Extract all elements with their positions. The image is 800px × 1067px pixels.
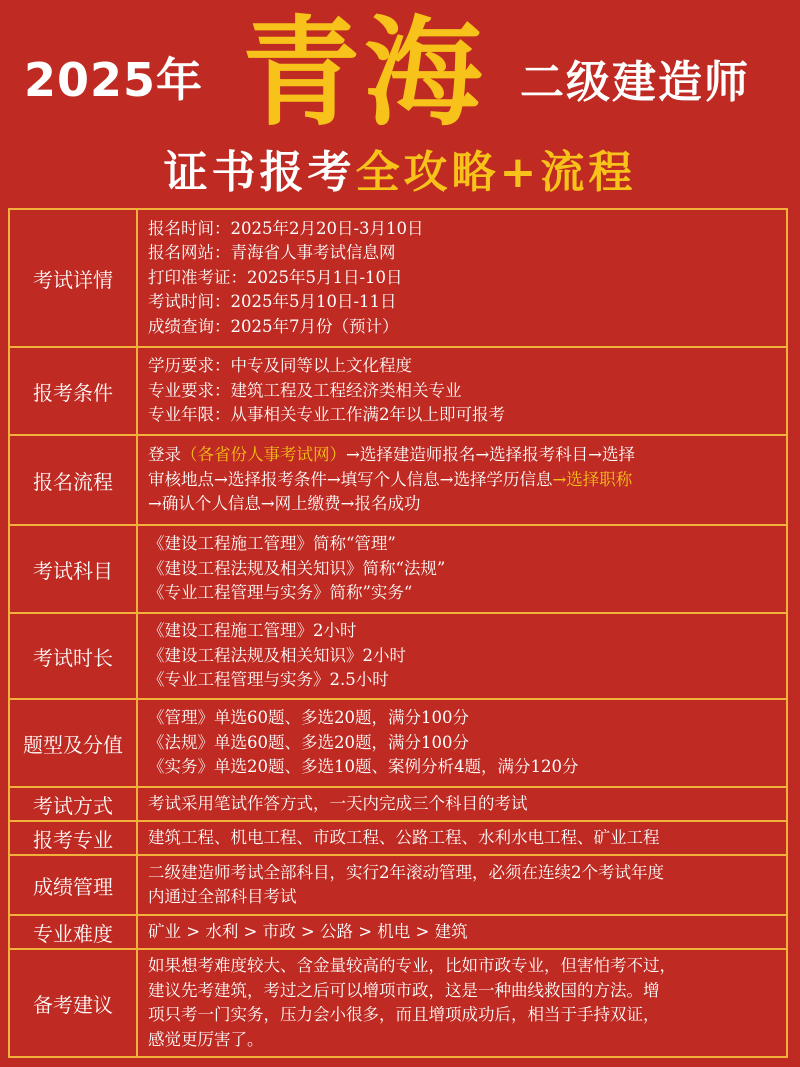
detail-line: 报名网站：青海省人事考试信息网: [148, 243, 396, 263]
row-content: [137, 525, 787, 613]
detail-line: 成绩查询：2025年7月份（预计）: [148, 316, 399, 336]
row-label: 备考建议: [9, 949, 137, 1057]
row-label: 考试详情: [9, 209, 137, 347]
detail-line: 内通过全部科目考试: [148, 887, 297, 906]
row-label: 报考专业: [9, 821, 137, 855]
process-seg: →选择建造师报名→选择报考科目→选择: [346, 445, 635, 465]
header-banner: [0, 0, 800, 210]
detail-line: 《管理》单选60题、多选20题，满分100分: [148, 708, 469, 728]
row-label: 成绩管理: [9, 855, 137, 915]
row-difficulty: [9, 915, 787, 949]
row-content: [137, 949, 787, 1057]
process-line-1: [148, 443, 776, 468]
process-line-3: [148, 492, 776, 517]
process-seg-highlight: →选择职称: [552, 469, 633, 489]
row-content: [137, 435, 787, 525]
row-content: 建筑工程、机电工程、市政工程、公路工程、水利水电工程、矿业工程: [137, 821, 787, 855]
header-certificate: 二级建造师: [520, 57, 750, 108]
row-content: [137, 613, 787, 699]
row-label: 考试方式: [9, 787, 137, 821]
detail-line: 《专业工程管理与实务》简称”实务“: [148, 583, 413, 603]
row-label: 考试时长: [9, 613, 137, 699]
detail-line: 报名时间：2025年2月20日-3月10日: [148, 218, 424, 238]
detail-line: 建议先考建筑，考过之后可以增项市政，这是一种曲线救国的方法。增: [148, 980, 660, 1000]
detail-line: 考试时间：2025年5月10日-11日: [148, 292, 397, 312]
row-exam-method: [9, 787, 787, 821]
row-label: 报名流程: [9, 435, 137, 525]
detail-line: 感觉更厉害了。: [148, 1029, 264, 1049]
detail-line: 二级建造师考试全部科目，实行2年滚动管理，必须在连续2个考试年度: [148, 862, 664, 882]
row-content: [137, 209, 787, 347]
header-year: 2025年: [24, 53, 204, 107]
row-content: [137, 347, 787, 435]
row-question-types: [9, 699, 787, 787]
row-process: [9, 435, 787, 525]
info-table: [8, 208, 788, 1058]
detail-line: 《建设工程法规及相关知识》简称“法规”: [148, 558, 446, 578]
detail-line: 专业要求：建筑工程及工程经济类相关专业: [148, 380, 462, 400]
row-subjects: [9, 525, 787, 613]
detail-line: 学历要求：中专及同等以上文化程度: [148, 356, 412, 376]
detail-line: 《建设工程施工管理》2小时: [148, 621, 357, 641]
header-subtitle: [0, 136, 800, 200]
detail-line: 《实务》单选20题、多选10题、案例分析4题，满分120分: [148, 757, 579, 777]
row-score-management: [9, 855, 787, 915]
process-seg: 登录: [148, 445, 181, 465]
process-seg: 审核地点→选择报考条件→填写个人信息→选择学历信息: [148, 469, 553, 489]
detail-line: 《建设工程施工管理》简称“管理”: [148, 534, 396, 554]
row-label: 专业难度: [9, 915, 137, 949]
process-seg-highlight: （各省份人事考试网）: [181, 445, 346, 465]
row-label: 考试科目: [9, 525, 137, 613]
detail-line: 《法规》单选60题、多选20题，满分100分: [148, 732, 469, 752]
row-content: 矿业 > 水利 > 市政 > 公路 > 机电 > 建筑: [137, 915, 787, 949]
detail-line: 专业年限：从事相关专业工作满2年以上即可报考: [148, 405, 505, 425]
detail-line: 《建设工程法规及相关知识》2小时: [148, 645, 406, 665]
subtitle-white: 证书报考: [163, 147, 356, 198]
detail-line: 项只考一门实务，压力会小很多，而且增项成功后，相当于手持双证，: [148, 1005, 660, 1024]
detail-line: 如果想考难度较大、含金量较高的专业，比如市政专业，但害怕考不过，: [148, 956, 676, 975]
row-duration: [9, 613, 787, 699]
row-label: 报考条件: [9, 347, 137, 435]
row-content: [137, 699, 787, 787]
detail-line: 打印准考证：2025年5月1日-10日: [148, 267, 403, 287]
process-seg: →确认个人信息→网上缴费→报名成功: [148, 494, 421, 514]
row-content: 考试采用笔试作答方式，一天内完成三个科目的考试: [137, 787, 787, 821]
row-conditions: [9, 347, 787, 435]
subtitle-yellow: 全攻略+流程: [355, 147, 637, 198]
row-majors: [9, 821, 787, 855]
detail-line: 《专业工程管理与实务》2.5小时: [148, 670, 389, 690]
row-content: [137, 855, 787, 915]
header-province: 青海: [242, 3, 487, 142]
process-line-2: [148, 468, 776, 493]
row-advice: [9, 949, 787, 1057]
row-exam-details: [9, 209, 787, 347]
row-label: 题型及分值: [9, 699, 137, 787]
